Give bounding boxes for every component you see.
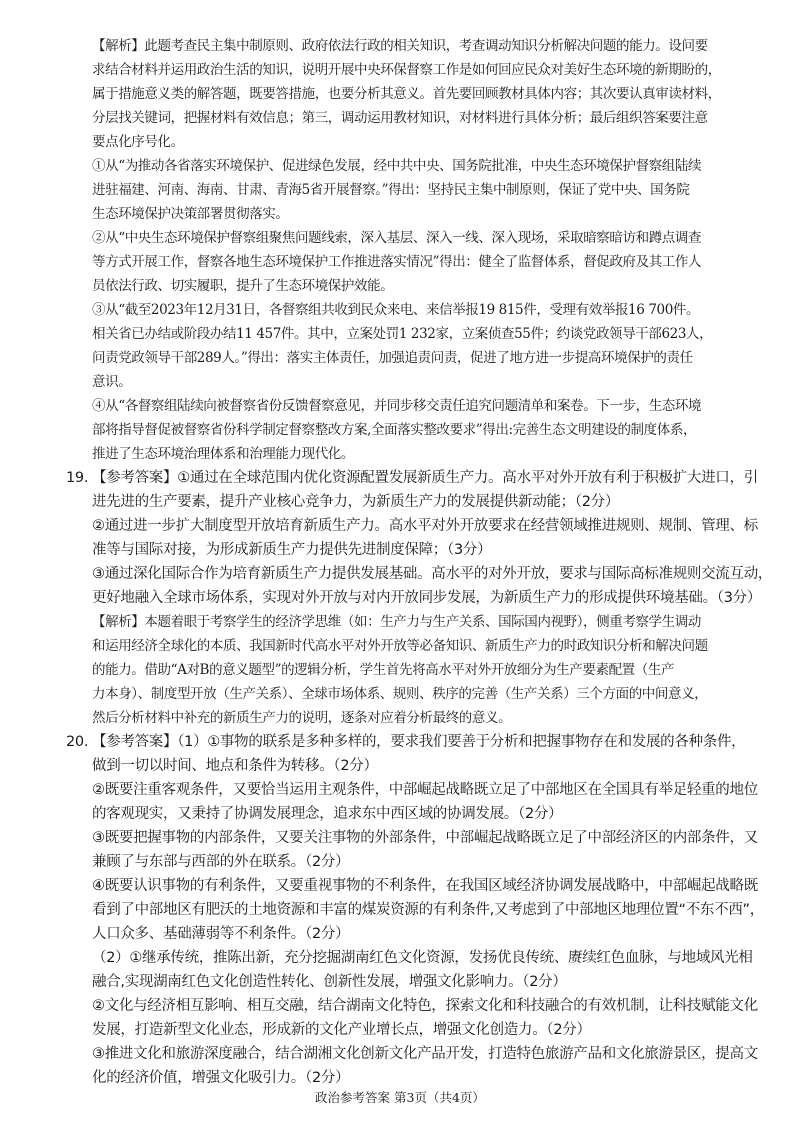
text-line: 化的经济价值，增强文化吸引力。（2分） xyxy=(92,1070,350,1086)
text-line: 兼顾了与东部与西部的外在联系。（2分） xyxy=(92,854,350,870)
text-line: 员依法行政、切实履职，提升了生态环境保护效能。 xyxy=(92,278,394,294)
question-number: 19. xyxy=(66,470,89,486)
text-line: 部将指导督促被督察省份科学制定督察整改方案,全面落实整改要求”得出:完善生态文明建设的制度体系， xyxy=(92,422,697,438)
text-line: 融合,实现湖南红色文化创造性转化、创新性发展，增强文化影响力。（2分） xyxy=(92,974,567,990)
text-line: ③从“截至2023年12月31日，各督察组共收到民众来电、来信举报19 815件，受理有效举报16 700件。 xyxy=(92,302,700,318)
text-line: 的能力。借助“A对B的意义题型”的逻辑分析，学生首先将高水平对外开放细分为生产要素配置（生产 xyxy=(92,662,675,678)
text-line: 更好地融入全球市场体系，实现对外开放与对内开放同步发展，为新质生产力的形成提供环境基础。（3分） xyxy=(92,590,762,606)
text-line: 【参考答案】（1）①事物的联系是多种多样的，要求我们要善于分析和把握事物存在和发展的各种条件， xyxy=(92,734,746,750)
text-line: ①从“为推动各省落实环境保护、促进绿色发展，经中共中央、国务院批准，中央生态环境保护督察组陆续 xyxy=(92,158,702,174)
text-line: 推进了生态环境治理体系和治理能力现代化。 xyxy=(92,446,354,462)
text-line: ④既要认识事物的有利条件，又要重视事物的不利条件，在我国区域经济协调发展战略中，中部崛起战略既 xyxy=(92,878,758,894)
text-line: 进驻福建、河南、海南、甘肃、青海5省开展督察。”得出：坚持民主集中制原则，保证了党中央、国务院 xyxy=(92,182,690,198)
text-line: 等方式开展工作，督察各地生态环境保护工作推进落实情况”得出：健全了监督体系，督促政府及其工作人 xyxy=(92,254,702,270)
text-line: ③推进文化和旅游深度融合，结合湖湘文化创新文化产品开发，打造特色旅游产品和文化旅游景区，提高文 xyxy=(92,1046,758,1062)
text-line: 问责党政领导干部289人。”得出：落实主体责任，加强追责问责，促进了地方进一步提高环境保护的责任 xyxy=(92,350,693,366)
text-line: 分层找关键词，把握材料有效信息；第三，调动运用教材知识，对材料进行具体分析；最后组织答案要注意 xyxy=(92,110,708,126)
text-line: 看到了中部地区有肥沃的土地资源和丰富的煤炭资源的有利条件,又考虑到了中部地区地理位置“不东不西”， xyxy=(92,902,764,918)
text-line: 意识。 xyxy=(92,374,132,390)
text-line: 发展，打造新型文化业态，形成新的文化产业增长点，增强文化创造力。（2分） xyxy=(92,1022,591,1038)
text-line: 然后分析材料中补充的新质生产力的说明，逐条对应着分析最终的意义。 xyxy=(92,710,512,726)
text-line: 【参考答案】①通过在全球范围内优化资源配置发展新质生产力。高水平对外开放有利于积极扩大进口，引 xyxy=(92,470,758,486)
text-line: 属于措施意义类的解答题，既要答措施，也要分析其意义。首先要回顾教材具体内容；其次要认真审读材料， xyxy=(92,86,721,102)
text-line: ②既要注重客观条件，又要恰当运用主观条件，中部崛起战略既立足了中部地区在全国具有举足轻重的地位 xyxy=(92,782,758,798)
text-line: 相关省已办结或阶段办结11 457件。其中，立案处罚1 232家，立案侦查55件；约谈党政领导干部623人， xyxy=(92,326,713,342)
text-line: 力本身）、制度型开放（生产关系）、全球市场体系、规则、秩序的完善（生产关系）三个方面的中间意义， xyxy=(92,686,708,702)
text-line: 【解析】此题考查民主集中制原则、政府依法行政的相关知识，考查调动知识分析解决问题的能力。设问要 xyxy=(92,38,708,54)
text-line: 【解析】本题着眼于考察学生的经济学思维（如：生产力与生产关系、国际国内视野），侧重考察学生调动 xyxy=(92,614,701,630)
text-line: 的客观现实，又秉持了协调发展理念，追求东中西区域的协调发展。（2分） xyxy=(92,806,563,822)
text-line: ②从“中央生态环境保护督察组聚焦问题线索，深入基层、深入一线、深入现场，采取暗察暗访和蹲点调查 xyxy=(92,230,702,246)
text-line: 和运用经济全球化的本质、我国新时代高水平对外开放等必备知识、新质生产力的时政知识分析和解决问题 xyxy=(92,638,708,654)
page-footer: 政治参考答案 第3页（共4页） xyxy=(315,1090,485,1105)
text-line: 人口众多、基础薄弱等不利条件。（2分） xyxy=(92,926,350,942)
text-line: ③通过深化国际合作为培育新质生产力提供发展基础。高水平的对外开放，要求与国际高标准规则交流互动， xyxy=(92,566,773,582)
text-line: 求结合材料并运用政治生活的知识，说明开展中央环保督察工作是如何回应民众对美好生态环境的新期盼的， xyxy=(92,62,721,78)
text-line: 做到一切以时间、地点和条件为转移。（2分） xyxy=(92,758,378,774)
text-line: ②通过进一步扩大制度型开放培育新质生产力。高水平对外开放要求在经营领域推进规则、规制、管理、标 xyxy=(92,518,758,534)
text-line: 要点化序号化。 xyxy=(92,134,184,150)
text-line: 生态环境保护决策部署贯彻落实。 xyxy=(92,206,289,222)
text-line: （2）①继承传统，推陈出新，充分挖掘湖南红色文化资源，发扬优良传统、赓续红色血脉，与地域风光相 xyxy=(92,950,753,966)
text-line: ④从“各督察组陆续向被督察省份反馈督察意见，并同步移交责任追究问题清单和案卷。下一步，生态环境 xyxy=(92,398,702,414)
text-line: ②文化与经济相互影响、相互交融，结合湖南文化特色，探索文化和科技融合的有效机制，让科技赋能文化 xyxy=(92,998,758,1014)
text-line: ③既要把握事物的内部条件，又要关注事物的外部条件，中部崛起战略既立足了中部经济区的内部条件，又 xyxy=(92,830,758,846)
text-line: 准等与国际对接，为形成新质生产力提供先进制度保障；（3分） xyxy=(92,542,492,558)
text-line: 进先进的生产要素，提升产业核心竞争力，为新质生产力的发展提供新动能；（2分） xyxy=(92,494,620,510)
question-number: 20. xyxy=(66,734,89,750)
